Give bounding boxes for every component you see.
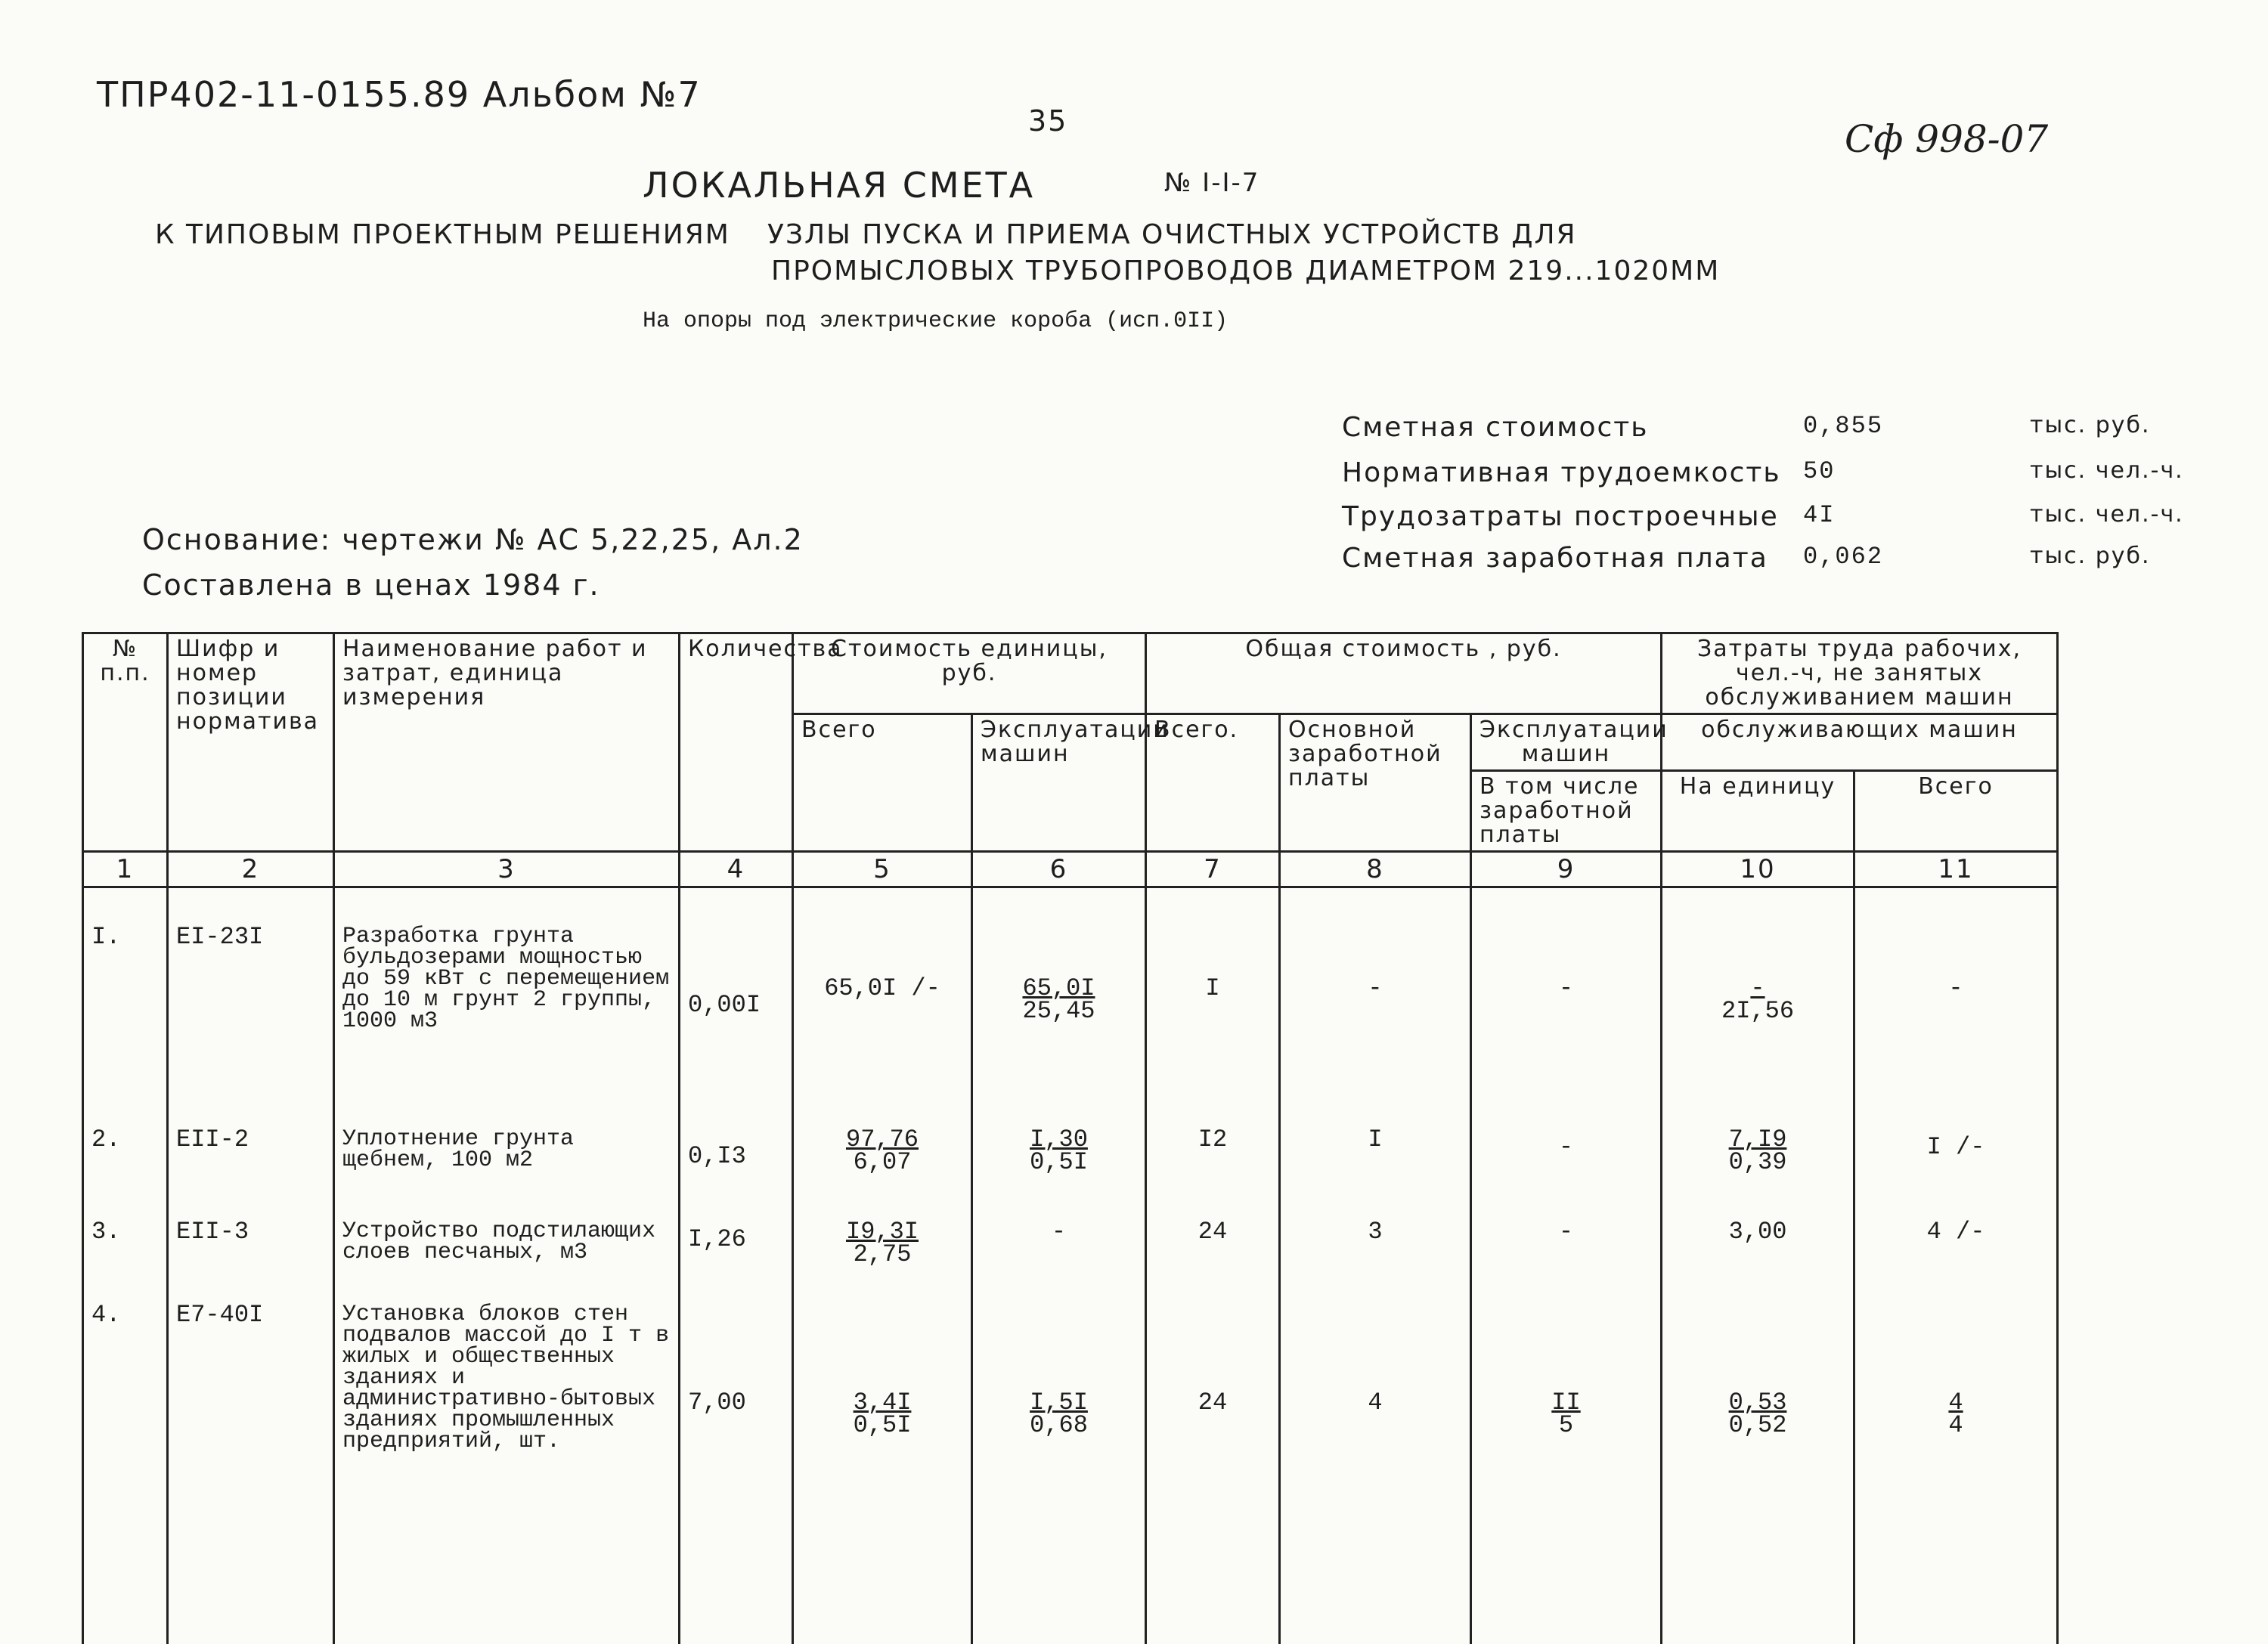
fraction-top: 65,0I	[1022, 974, 1095, 1002]
row-machines	[1471, 1301, 1662, 1644]
column-number: 8	[1280, 852, 1471, 887]
row-code: E7-40I	[168, 1301, 334, 1644]
row-total: I	[1146, 887, 1280, 1126]
row-labor-unit	[1662, 887, 1854, 1126]
estimate-number: № I-I-7	[1164, 168, 1260, 198]
row-wage: -	[1280, 887, 1471, 1126]
page-title: ЛОКАЛЬНАЯ СМЕТА	[643, 165, 1036, 206]
row-labor-unit	[1662, 1301, 1854, 1644]
fraction-bottom: 2I,56	[1721, 997, 1795, 1025]
fraction-top: 97,76	[845, 1125, 919, 1153]
fraction-top: 0,53	[1728, 1389, 1787, 1416]
fraction-bottom: 0,39	[1728, 1148, 1787, 1176]
fraction-bottom: 5	[1558, 1411, 1574, 1439]
row-labor-total: -	[1854, 887, 2058, 1126]
summary-unit: тыс. чел.-ч.	[2030, 457, 2184, 484]
row-unit-machines	[972, 1301, 1146, 1644]
summary-unit: тыс. чел.-ч.	[2030, 501, 2184, 528]
header-labor-serving: обслуживающих машин	[1662, 714, 2058, 771]
summary-unit: тыс. руб.	[2030, 412, 2151, 438]
row-name: Разработка грунта бульдозерами мощностью до 59 кВт с перемещением до 10 м грунт 2 группы, 1000 м3	[334, 887, 680, 1126]
column-number: 5	[793, 852, 972, 887]
row-unit-total	[793, 1218, 972, 1301]
summary-unit: тыс. руб.	[2030, 543, 2151, 569]
header-unit-cost: Стоимость единицы, руб.	[793, 633, 1146, 714]
header-total-all: Всего.	[1146, 714, 1280, 852]
header-total-machines: Эксплуатации машин	[1471, 714, 1662, 771]
header-quantity: Количества	[680, 633, 793, 852]
row-name: Уплотнение грунта щебнем, 100 м2	[334, 1125, 680, 1218]
column-number: 6	[972, 852, 1146, 887]
fraction-top: I,30	[1030, 1125, 1088, 1153]
header-total-cost: Общая стоимость , руб.	[1146, 633, 1662, 714]
row-code: EII-2	[168, 1125, 334, 1218]
header-name: Наименование работ и затрат, единица измерения	[334, 633, 680, 852]
summary-value: 0,062	[1803, 543, 1884, 571]
column-number: 9	[1471, 852, 1662, 887]
row-machines: -	[1471, 887, 1662, 1126]
header-labor-total: Всего	[1854, 771, 2058, 852]
fraction-top: I9,3I	[845, 1218, 919, 1246]
row-machines: -	[1471, 1218, 1662, 1301]
summary-label: Нормативная трудоемкость	[1342, 457, 1781, 488]
header-machines-wage: В том числе заработной платы	[1471, 771, 1662, 852]
row-labor-unit	[1662, 1125, 1854, 1218]
summary-row	[1342, 457, 2184, 488]
row-code: EI-23I	[168, 887, 334, 1126]
document-code: ТПР402-11-0155.89 Альбом №7	[97, 74, 702, 115]
row-number: 2.	[83, 1125, 168, 1218]
registration-stamp: Сф 998-07	[1845, 117, 2049, 161]
summary-label: Сметная стоимость	[1342, 412, 1649, 443]
fraction-top: I,5I	[1030, 1389, 1088, 1416]
header-unit-total: Всего	[793, 714, 972, 852]
row-number: I.	[83, 887, 168, 1126]
row-quantity: I,26	[680, 1218, 793, 1301]
summary-row	[1342, 501, 2184, 532]
column-number: 7	[1146, 852, 1280, 887]
row-wage: 3	[1280, 1218, 1471, 1301]
column-number: 1	[83, 852, 168, 887]
header-labor: Затраты труда рабочих, чел.-ч, не занятых обслуживанием машин	[1662, 633, 2058, 714]
fraction-bottom: 0,5I	[853, 1411, 912, 1439]
column-number: 2	[168, 852, 334, 887]
column-number: 10	[1662, 852, 1854, 887]
row-unit-total	[793, 1301, 972, 1644]
row-quantity: 0,00I	[680, 887, 793, 1126]
subtitle-line-1: УЗЛЫ ПУСКА И ПРИЕМА ОЧИСТНЫХ УСТРОЙСТВ ДЛЯ	[767, 219, 1577, 250]
row-labor-total: I /-	[1854, 1125, 2058, 1218]
summary-row	[1342, 412, 2151, 443]
fraction-top: -	[1750, 974, 1765, 1002]
row-unit-total: 65,0I /-	[793, 887, 972, 1126]
fraction-bottom: 6,07	[853, 1148, 912, 1176]
fraction-bottom: 2,75	[853, 1240, 912, 1268]
summary-value: 0,855	[1803, 412, 1884, 440]
estimate-table	[82, 632, 2059, 1644]
basis-text: Основание: чертежи № АС 5,22,25, Ал.2	[142, 523, 804, 556]
row-unit-total	[793, 1125, 972, 1218]
header-total-wage: Основной заработной платы	[1280, 714, 1471, 852]
compiled-text: Составлена в ценах 1984 г.	[142, 568, 600, 602]
row-total: 24	[1146, 1218, 1280, 1301]
table-row	[83, 1125, 2058, 1218]
summary-value: 50	[1803, 457, 1836, 485]
fraction-top: 3,4I	[853, 1389, 912, 1416]
row-unit-machines	[972, 1125, 1146, 1218]
fraction-bottom: 0,5I	[1030, 1148, 1088, 1176]
fraction-bottom: 4	[1948, 1411, 1963, 1439]
row-wage: 4	[1280, 1301, 1471, 1644]
column-number: 3	[334, 852, 680, 887]
table-row	[83, 887, 2058, 1126]
row-number: 4.	[83, 1301, 168, 1644]
row-number: 3.	[83, 1218, 168, 1301]
row-machines: -	[1471, 1125, 1662, 1218]
subtitle-line-2: ПРОМЫСЛОВЫХ ТРУБОПРОВОДОВ ДИАМЕТРОМ 219...1020ММ	[771, 255, 1721, 286]
row-labor-unit: 3,00	[1662, 1218, 1854, 1301]
fraction-top: II	[1551, 1389, 1581, 1416]
page-number: 35	[1028, 104, 1068, 138]
summary-value: 4I	[1803, 501, 1836, 529]
row-labor-total	[1854, 1301, 2058, 1644]
row-quantity: 7,00	[680, 1301, 793, 1644]
row-name: Устройство подстилающих слоев песчаных, м3	[334, 1218, 680, 1301]
row-unit-machines: -	[972, 1218, 1146, 1301]
row-labor-total: 4 /-	[1854, 1218, 2058, 1301]
table-row	[83, 1218, 2058, 1301]
column-numbers-row	[83, 852, 2058, 887]
row-unit-machines	[972, 887, 1146, 1126]
fraction-top: 7,I9	[1728, 1125, 1787, 1153]
header-unit-machines: Эксплуатации машин	[972, 714, 1146, 852]
header-labor-unit: На единицу	[1662, 771, 1854, 852]
subtitle-prefix: К ТИПОВЫМ ПРОЕКТНЫМ РЕШЕНИЯМ	[155, 219, 730, 250]
summary-label: Трудозатраты построечные	[1342, 501, 1779, 532]
fraction-bottom: 25,45	[1022, 997, 1095, 1025]
row-total: 24	[1146, 1301, 1280, 1644]
row-wage: I	[1280, 1125, 1471, 1218]
summary-row	[1342, 543, 2151, 574]
header-code: Шифр и номер позиции норматива	[168, 633, 334, 852]
summary-label: Сметная заработная плата	[1342, 543, 1768, 574]
fraction-bottom: 0,52	[1728, 1411, 1787, 1439]
row-name: Установка блоков стен подвалов массой до I т в жилых и общественных зданиях и административно-бытовых зданиях промышленных предприятий, шт.	[334, 1301, 680, 1644]
supports-note: На опоры под электрические короба (исп.0II)	[643, 308, 1228, 334]
table-row	[83, 1301, 2058, 1644]
row-quantity: 0,I3	[680, 1125, 793, 1218]
row-code: EII-3	[168, 1218, 334, 1301]
header-number: № п.п.	[83, 633, 168, 852]
column-number: 11	[1854, 852, 2058, 887]
fraction-bottom: 0,68	[1030, 1411, 1088, 1439]
row-total: I2	[1146, 1125, 1280, 1218]
fraction-top: 4	[1948, 1389, 1963, 1416]
column-number: 4	[680, 852, 793, 887]
